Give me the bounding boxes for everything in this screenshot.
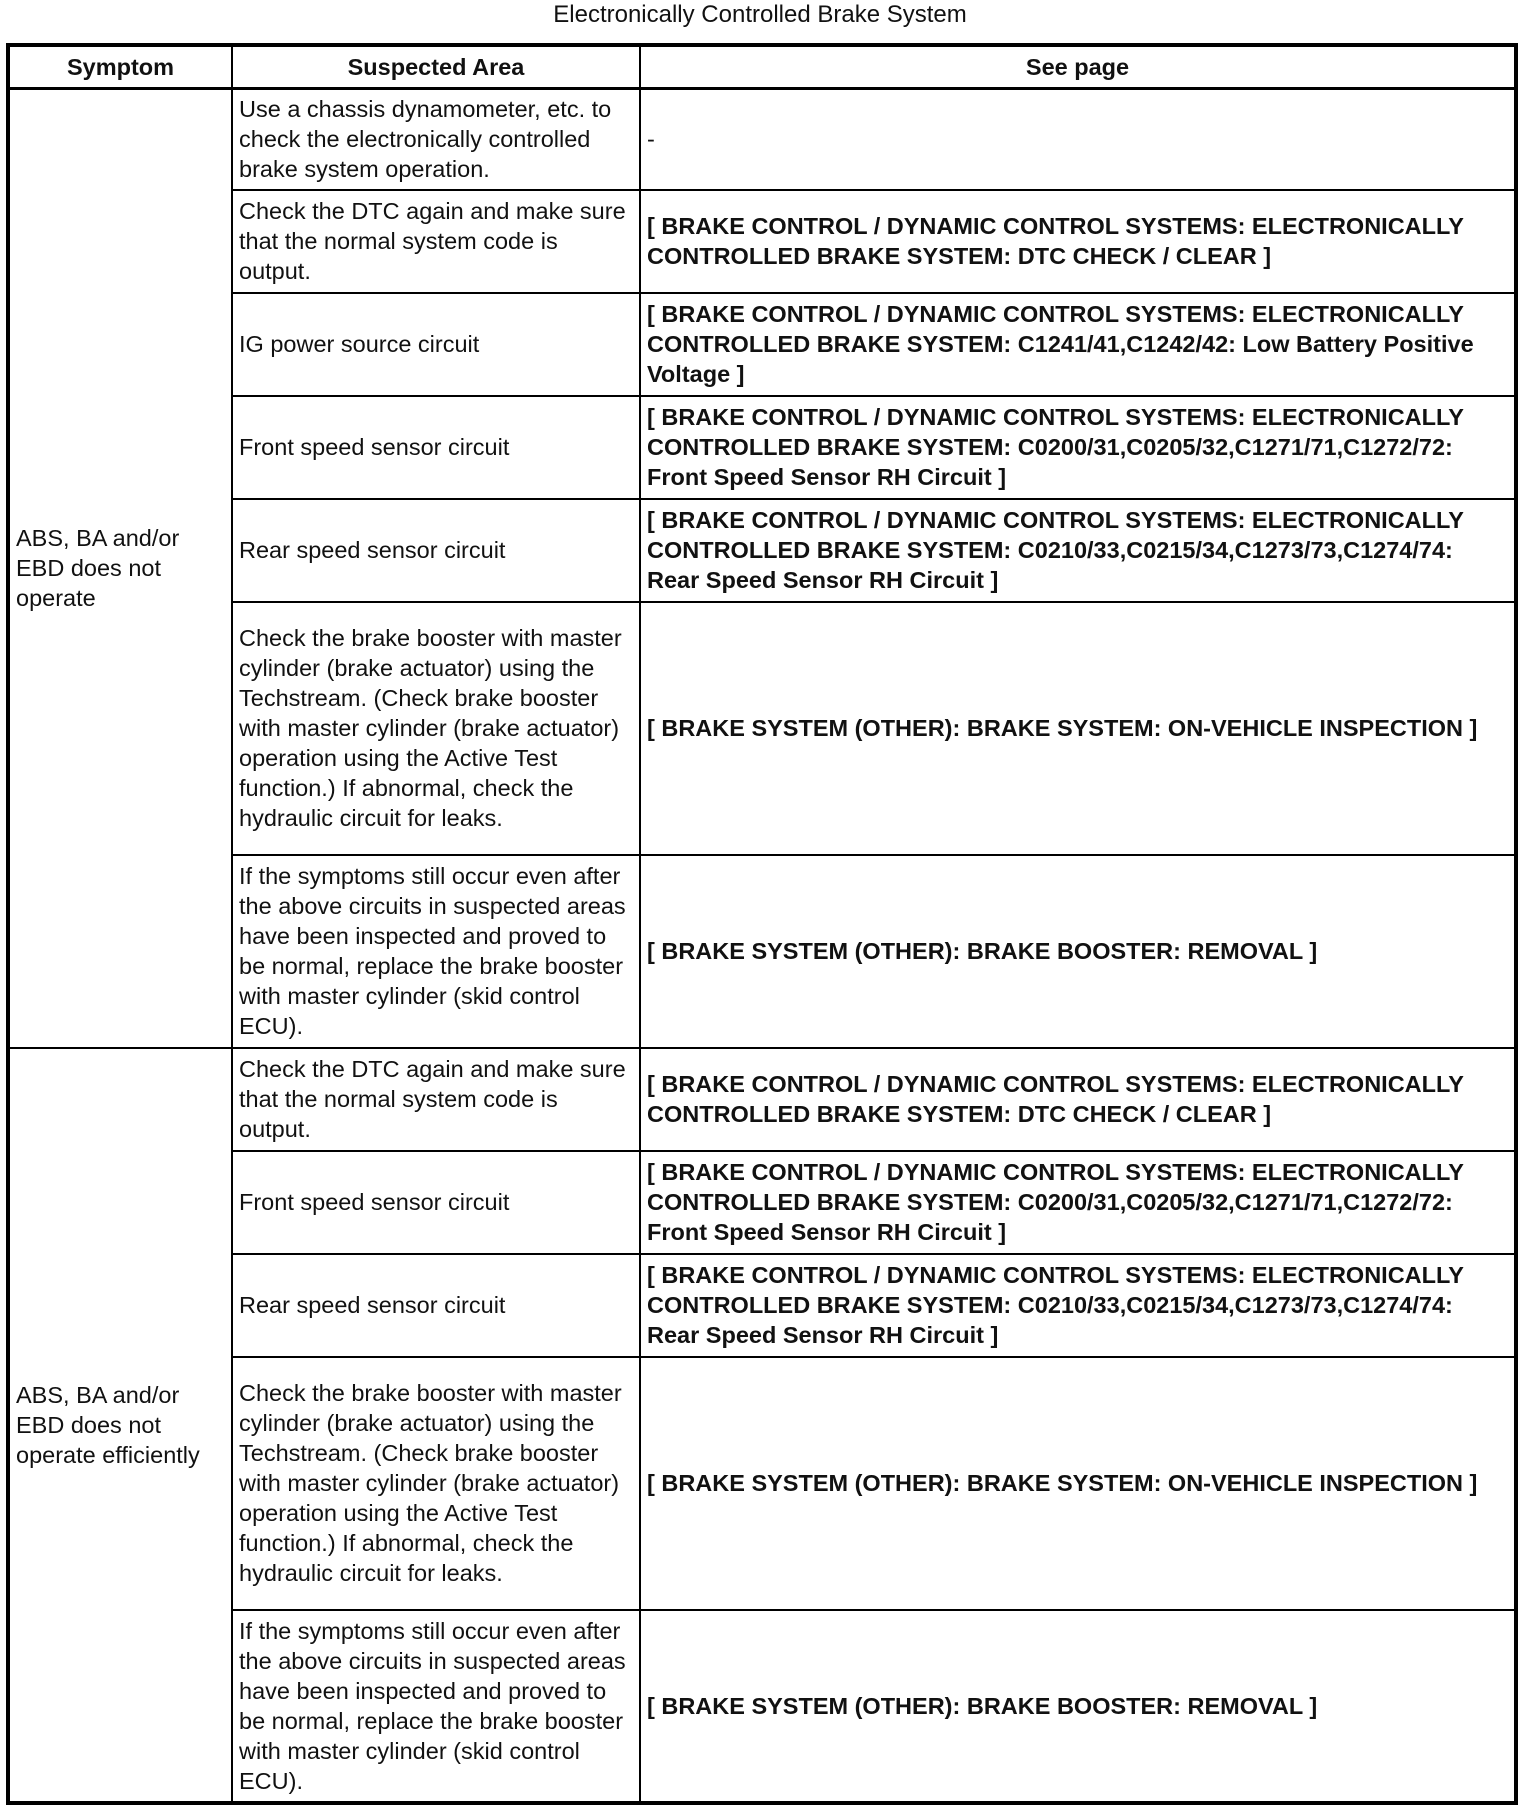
suspected-area-cell: Rear speed sensor circuit (232, 1254, 640, 1357)
header-see-page: See page (640, 45, 1516, 89)
header-row (8, 45, 1516, 89)
table-row (8, 89, 1516, 190)
see-page-link[interactable]: [ BRAKE CONTROL / DYNAMIC CONTROL SYSTEMS: ELECTRONICALLY CONTROLLED BRAKE SYSTEM: C0210/33,C0215/34,C1273/73,C1274/74: Rear Speed Sensor RH Circuit ] (640, 499, 1516, 602)
table-row (8, 190, 1516, 293)
suspected-area-cell: Front speed sensor circuit (232, 1151, 640, 1254)
suspected-area-cell: Use a chassis dynamometer, etc. to check the electronically controlled brake system operation. (232, 89, 640, 190)
header-suspected-area: Suspected Area (232, 45, 640, 89)
see-page-link[interactable]: [ BRAKE SYSTEM (OTHER): BRAKE BOOSTER: REMOVAL ] (640, 1610, 1516, 1803)
table-row (8, 855, 1516, 1048)
see-page-link[interactable]: [ BRAKE SYSTEM (OTHER): BRAKE SYSTEM: ON-VEHICLE INSPECTION ] (640, 1357, 1516, 1610)
suspected-area-cell: Front speed sensor circuit (232, 396, 640, 499)
suspected-area-cell: Check the brake booster with master cylinder (brake actuator) using the Techstream. (Check brake booster with master cylinder (brake actuator) operation using the Active Test function.) If abnormal, check the hydraulic circuit for leaks. (232, 1357, 640, 1610)
table-row (8, 499, 1516, 602)
symptom-cell: ABS, BA and/or EBD does not operate (8, 89, 232, 1048)
see-page-cell: - (640, 89, 1516, 190)
table-row (8, 1254, 1516, 1357)
table-row (8, 1610, 1516, 1803)
table-row (8, 1048, 1516, 1151)
suspected-area-cell: IG power source circuit (232, 293, 640, 396)
suspected-area-cell: If the symptoms still occur even after the above circuits in suspected areas have been inspected and proved to be normal, replace the brake booster with master cylinder (skid control ECU). (232, 855, 640, 1048)
table-row (8, 396, 1516, 499)
see-page-link[interactable]: [ BRAKE SYSTEM (OTHER): BRAKE BOOSTER: REMOVAL ] (640, 855, 1516, 1048)
symptom-table (6, 43, 1518, 1805)
header-symptom: Symptom (8, 45, 232, 89)
table-row (8, 293, 1516, 396)
see-page-link[interactable]: [ BRAKE CONTROL / DYNAMIC CONTROL SYSTEMS: ELECTRONICALLY CONTROLLED BRAKE SYSTEM: DTC CHECK / CLEAR ] (640, 1048, 1516, 1151)
see-page-link[interactable]: [ BRAKE CONTROL / DYNAMIC CONTROL SYSTEMS: ELECTRONICALLY CONTROLLED BRAKE SYSTEM: C0210/33,C0215/34,C1273/73,C1274/74: Rear Speed Sensor RH Circuit ] (640, 1254, 1516, 1357)
suspected-area-cell: If the symptoms still occur even after the above circuits in suspected areas have been inspected and proved to be normal, replace the brake booster with master cylinder (skid control ECU). (232, 1610, 640, 1803)
see-page-link[interactable]: [ BRAKE CONTROL / DYNAMIC CONTROL SYSTEMS: ELECTRONICALLY CONTROLLED BRAKE SYSTEM: DTC CHECK / CLEAR ] (640, 190, 1516, 293)
suspected-area-cell: Check the brake booster with master cylinder (brake actuator) using the Techstream. (Check brake booster with master cylinder (brake actuator) operation using the Active Test function.) If abnormal, check the hydraulic circuit for leaks. (232, 602, 640, 855)
see-page-link[interactable]: [ BRAKE CONTROL / DYNAMIC CONTROL SYSTEMS: ELECTRONICALLY CONTROLLED BRAKE SYSTEM: C1241/41,C1242/42: Low Battery Positive Voltage ] (640, 293, 1516, 396)
table-row (8, 1151, 1516, 1254)
suspected-area-cell: Check the DTC again and make sure that the normal system code is output. (232, 1048, 640, 1151)
table-row (8, 1357, 1516, 1610)
suspected-area-cell: Check the DTC again and make sure that the normal system code is output. (232, 190, 640, 293)
see-page-link[interactable]: [ BRAKE CONTROL / DYNAMIC CONTROL SYSTEMS: ELECTRONICALLY CONTROLLED BRAKE SYSTEM: C0200/31,C0205/32,C1271/71,C1272/72: Front Speed Sensor RH Circuit ] (640, 1151, 1516, 1254)
see-page-link[interactable]: [ BRAKE CONTROL / DYNAMIC CONTROL SYSTEMS: ELECTRONICALLY CONTROLLED BRAKE SYSTEM: C0200/31,C0205/32,C1271/71,C1272/72: Front Speed Sensor RH Circuit ] (640, 396, 1516, 499)
see-page-link[interactable]: [ BRAKE SYSTEM (OTHER): BRAKE SYSTEM: ON-VEHICLE INSPECTION ] (640, 602, 1516, 855)
table-row (8, 602, 1516, 855)
symptom-cell: ABS, BA and/or EBD does not operate efficiently (8, 1048, 232, 1803)
page-title: Electronically Controlled Brake System (553, 1, 967, 28)
suspected-area-cell: Rear speed sensor circuit (232, 499, 640, 602)
